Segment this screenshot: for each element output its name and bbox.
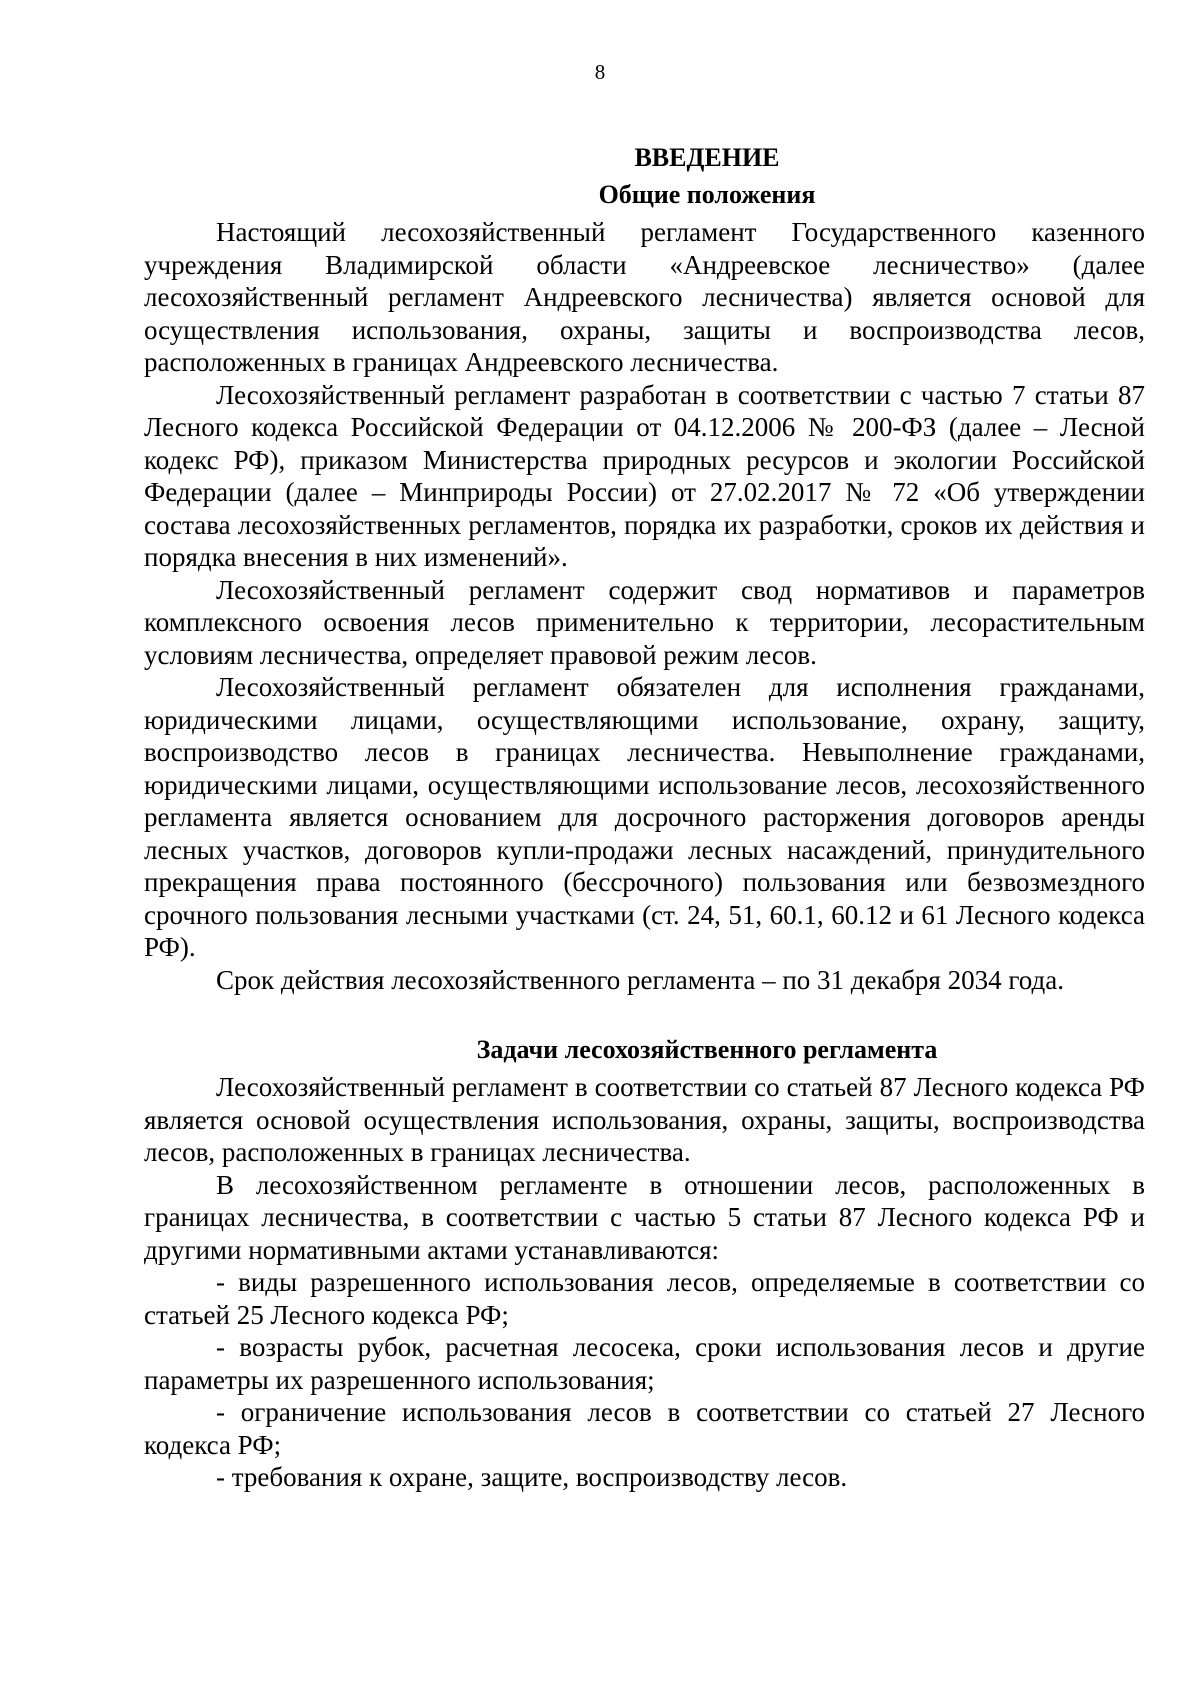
paragraph: Лесохозяйственный регламент разработан в соответствии с частью 7 статьи 87 Лесного кодекса Российской Федерации от 04.12.2006 № 200-ФЗ (далее – Лесной кодекс РФ), приказом Министерства природных ресурсов и экологии Российской Федерации (далее – Минприроды России) от 27.02.2017 № 72 «Об утверждении состава лесохозяйственных регламентов, порядка их разработки, сроков их действия и порядка внесения в них изменений».	[144, 379, 1145, 572]
heading-regulation-tasks: Задачи лесохозяйственного регламента	[476, 1035, 938, 1064]
list-item: - возрасты рубок, расчетная лесосека, сроки использования лесов и другие параметры их разрешенного использования;	[144, 1332, 1145, 1395]
paragraph: В лесохозяйственном регламенте в отношении лесов, расположенных в границах лесничества, в соответствии с частью 5 статьи 87 Лесного кодекса РФ и другими нормативными актами устанавливаются:	[144, 1169, 1145, 1265]
heading-general-provisions: Общие положения	[598, 180, 816, 209]
document-body	[144, 141, 1145, 1494]
paragraph: Лесохозяйственный регламент содержит свод нормативов и параметров комплексного освоения лесов применительно к территории, лесорастительным условиям лесничества, определяет правовой режим лесов.	[144, 574, 1145, 670]
section-spacer	[144, 996, 1145, 1030]
page-number: 8	[594, 60, 606, 84]
paragraph: Настоящий лесохозяйственный регламент Государственного казенного учреждения Владимирской области «Андреевское лесничество» (далее лесохозяйственный регламент Андреевского лесничества) является основой для осуществления использования, охраны, защиты и воспроизводства лесов, расположенных в границах Андреевского лесничества.	[144, 217, 1145, 377]
paragraph: Лесохозяйственный регламент в соответствии со статьей 87 Лесного кодекса РФ является основой осуществления использования, охраны, защиты, воспроизводства лесов, расположенных в границах лесничества.	[144, 1072, 1145, 1167]
list-item: - требования к охране, защите, воспроизводству лесов.	[216, 1462, 848, 1492]
paragraph: Срок действия лесохозяйственного регламента – по 31 декабря 2034 года.	[216, 964, 1064, 995]
heading-introduction: ВВЕДЕНИЕ	[634, 143, 780, 172]
paragraph: Лесохозяйственный регламент обязателен для исполнения гражданами, юридическими лицами, осуществляющими использование, охрану, защиту, воспроизводство лесов в границах лесничества. Невыполнение гражданами, юридическими лицами, осуществляющими использование лесов, лесохозяйственного регламента является основанием для досрочного расторжения договоров аренды лесных участков, договоров купли-продажи лесных насаждений, принудительного прекращения права постоянного (бессрочного) пользования или безвозмездного срочного пользования лесными участками (ст. 24, 51, 60.1, 60.12 и 61 Лесного кодекса РФ).	[144, 672, 1145, 962]
list-item: - виды разрешенного использования лесов, определяемые в соответствии со статьей 25 Лесного кодекса РФ;	[144, 1267, 1145, 1330]
list-item: - ограничение использования лесов в соответствии со статьей 27 Лесного кодекса РФ;	[144, 1397, 1145, 1460]
